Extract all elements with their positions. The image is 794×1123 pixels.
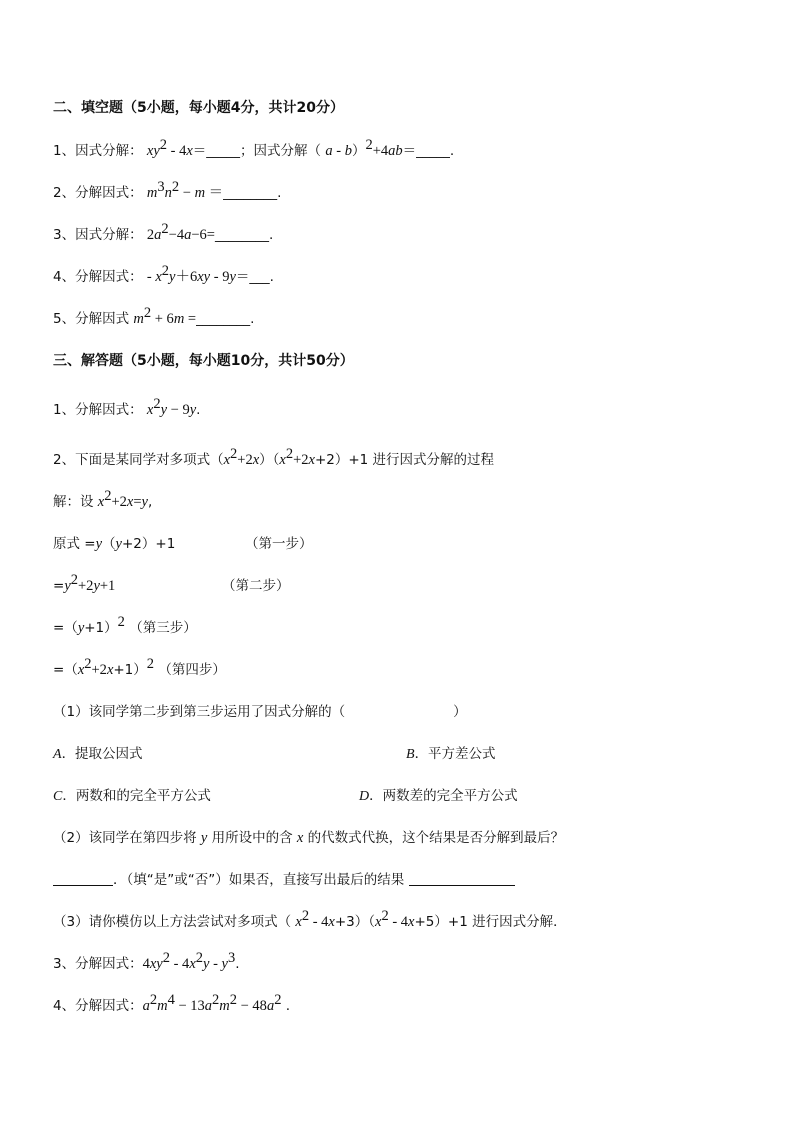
sub-question-2: （2）该同学在第四步将 y 用所设中的含 x 的代数式代换，这个结果是否分解到最后？ [53,830,565,846]
option-d[interactable]: D．两数差的完全平方公式 [359,788,518,804]
fill-question-1: 1、因式分解： $xy^2$ - 4x＝_____；因式分解（ a - b）$^2$+4ab＝_____. [53,137,455,159]
yes-no-blank[interactable] [53,871,113,886]
answer-blank[interactable]: ___ [249,269,270,285]
answer-question-4: 4、分解因式：$a^2m^4 - 13a^2m^2 - 48a^2$ . [53,992,291,1014]
step-1-label: （第一步） [245,536,313,552]
answer-question-1: 1、分解因式： $x^2y - 9y$. [53,396,201,418]
sub-question-2-answer-line: ．（填“是”或“否”）如果否，直接写出最后的结果 [53,870,515,890]
solution-setup: 解：设 $x^2+2x=y$, [53,488,153,510]
solution-step-4: $=(x^2+2x+1)^2$ （第四步） [53,656,226,678]
answer-blank-2[interactable]: ＝_____ [402,143,450,159]
answer-blank[interactable]: ________ [214,227,269,243]
solution-step-3: $=(y+1)^2$ （第三步） [53,614,197,636]
solution-step-1: 原式 =y（y+2）+1 [53,536,176,552]
sub-question-1: （1）该同学第二步到第三步运用了因式分解的（ ） [53,704,467,720]
answer-question-3: 3、分解因式：$4xy^2 - 4x^2y - y^3$. [53,950,240,972]
answer-blank-1[interactable]: _____ [206,143,241,159]
fill-question-3: 3、因式分解： $2a^2-4a-6=\_\_\_\_\_\_\_\_$. [53,221,274,243]
fill-question-2: 2、分解因式： $m^3n^2 - m$ ＝________. [53,179,282,201]
answer-blank[interactable]: ________ [196,311,251,327]
section3-title: 三、解答题（5小题，每小题10分，共计50分） [53,353,354,369]
section2-title: 二、填空题（5小题，每小题4分，共计20分） [53,100,344,116]
option-a[interactable]: A．提取公因式 [53,746,143,762]
fill-question-4: 4、分解因式： - $x^2y+6xy$ - 9y＝___. [53,263,274,285]
sub-question-3: （3）请你模仿以上方法尝试对多项式（ $x^2 - 4x+3)(x^2 - 4x+5)+1$ 进行因式分解． [53,908,567,930]
solution-step-2: $=y^2+2y+1$ [53,572,116,594]
answer-question-2: 2、下面是某同学对多项式$(x^2+2x)(x^2+2x+2)+1$ 进行因式分解的过程 [53,446,495,468]
answer-blank[interactable]: ________ [223,185,278,201]
option-b[interactable]: B．平方差公式 [406,746,496,762]
option-c[interactable]: C．两数和的完全平方公式 [53,788,211,804]
final-result-blank[interactable] [409,871,515,886]
fill-question-5: 5、分解因式 $m^2 + 6m$ =________. [53,305,255,327]
step-2-label: （第二步） [222,578,290,594]
